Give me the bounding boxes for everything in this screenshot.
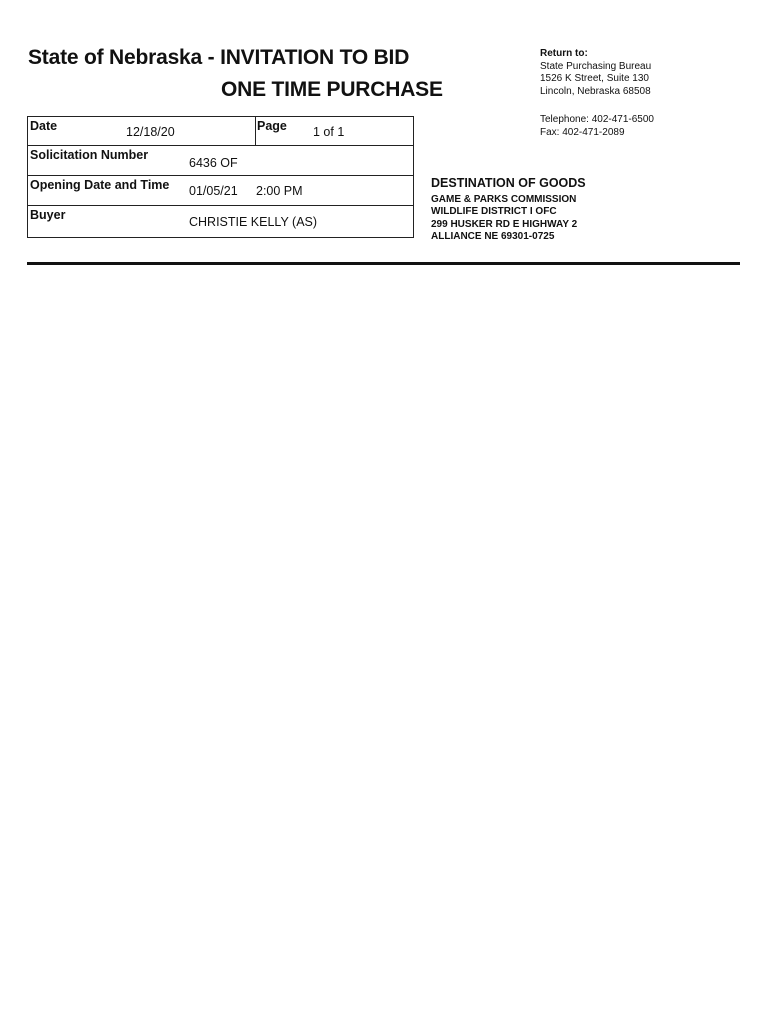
section-rule <box>27 262 740 265</box>
page-value: 1 of 1 <box>313 125 345 139</box>
buyer-label: Buyer <box>30 208 66 222</box>
page-label: Page <box>257 119 287 133</box>
opening-date-value: 01/05/21 <box>189 184 238 198</box>
date-value: 12/18/20 <box>126 125 175 139</box>
opening-time-value: 2:00 PM <box>256 184 303 198</box>
form-title: State of Nebraska - INVITATION TO BID <box>28 46 410 69</box>
return-address-line: State Purchasing Bureau <box>540 60 652 72</box>
destination-line: ALLIANCE NE 69301-0725 <box>431 231 555 242</box>
solicitation-info-box <box>27 116 414 238</box>
solicitation-number-value: 6436 OF <box>189 156 238 170</box>
destination-of-goods <box>431 177 586 244</box>
return-address-line: 1526 K Street, Suite 130 <box>540 73 649 84</box>
return-address-line: Lincoln, Nebraska 68508 <box>540 85 651 97</box>
return-to-block <box>540 48 654 139</box>
row-divider <box>28 205 413 206</box>
destination-line: 299 HUSKER RD E HIGHWAY 2 <box>431 218 578 230</box>
row-divider <box>28 175 413 176</box>
opening-date-label: Opening Date and Time <box>30 178 170 192</box>
return-fax: Fax: 402-471-2089 <box>540 126 625 138</box>
date-label: Date <box>30 119 58 133</box>
row-divider <box>28 145 413 146</box>
destination-line: WILDLIFE DISTRICT I OFC <box>431 206 557 217</box>
destination-heading: DESTINATION OF GOODS <box>431 176 586 190</box>
cell-divider <box>255 117 256 145</box>
return-to-heading: Return to: <box>540 48 588 59</box>
return-telephone: Telephone: 402-471-6500 <box>540 114 654 125</box>
buyer-value: CHRISTIE KELLY (AS) <box>189 215 318 229</box>
solicitation-number-label: Solicitation Number <box>30 148 149 162</box>
form-subtitle: ONE TIME PURCHASE <box>221 78 443 101</box>
destination-line: GAME & PARKS COMMISSION <box>431 193 577 205</box>
